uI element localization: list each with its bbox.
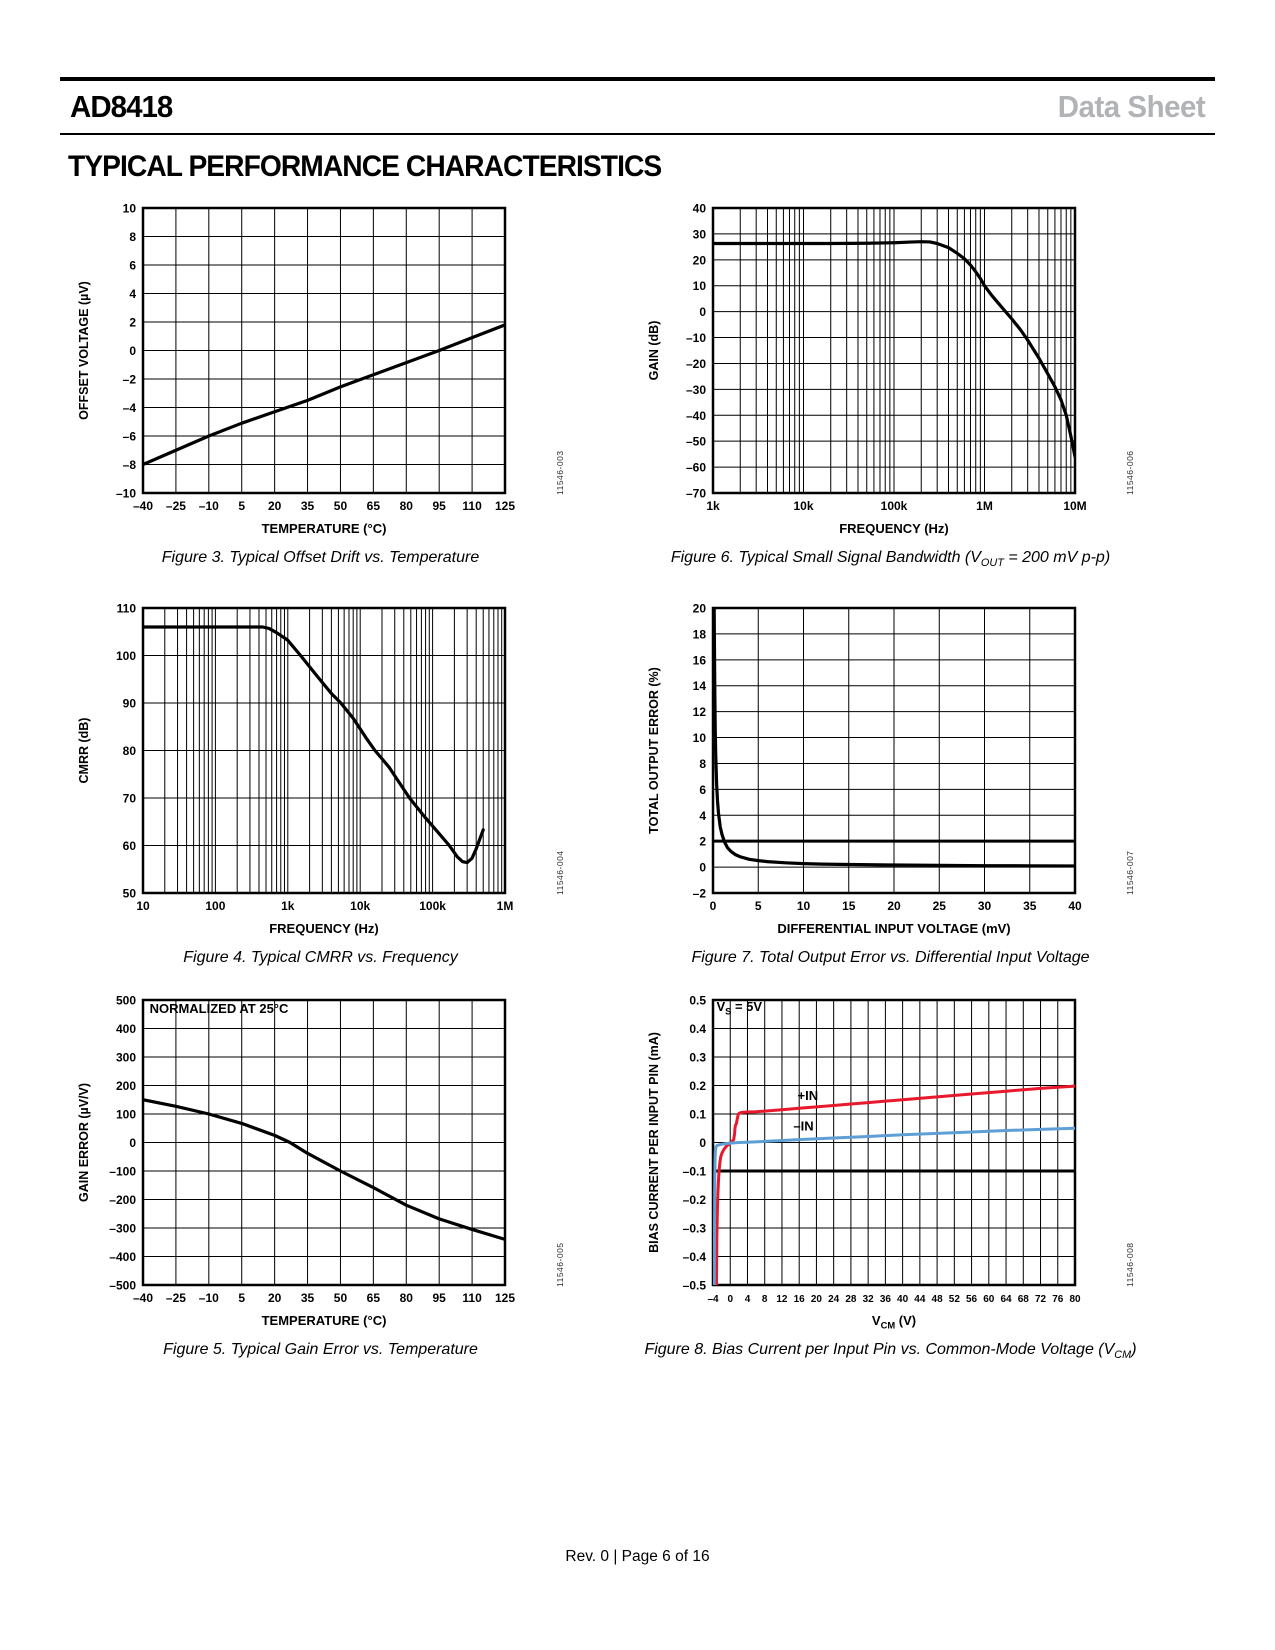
x-tick-label: 10M — [1063, 499, 1087, 513]
y-tick-label: –0.2 — [682, 1193, 706, 1207]
chart-figure-3 — [68, 196, 573, 546]
x-tick-label: 125 — [494, 499, 516, 513]
x-axis-label: DIFFERENTIAL INPUT VOLTAGE (mV) — [777, 921, 1011, 936]
chart-figure-8 — [638, 988, 1143, 1338]
x-tick-label: 76 — [1052, 1294, 1064, 1305]
y-tick-label: 0.5 — [689, 993, 706, 1008]
x-axis-label: FREQUENCY (Hz) — [269, 921, 379, 936]
y-tick-label: –100 — [109, 1164, 136, 1179]
x-tick-label: 50 — [333, 1291, 348, 1305]
x-tick-label: 40 — [897, 1294, 909, 1305]
x-axis-label: TEMPERATURE (°C) — [261, 521, 387, 536]
y-tick-label: 80 — [122, 744, 136, 758]
x-tick-label: 4 — [744, 1294, 751, 1305]
figure-code: 11546-008 — [1125, 1242, 1135, 1287]
figure-5-series-gain-error — [143, 1100, 505, 1240]
y-tick-label: –20 — [685, 356, 706, 371]
y-tick-label: 20 — [692, 253, 706, 268]
y-tick-label: –2 — [122, 372, 136, 387]
caption-figure-3: Figure 3. Typical Offset Drift vs. Temperature — [161, 549, 480, 566]
figure-5-plot — [68, 988, 573, 1338]
x-tick-label: –10 — [198, 499, 219, 513]
figure-code: 11546-003 — [555, 450, 565, 495]
figure-7-series-output-error — [714, 608, 1075, 866]
x-tick-label: 20 — [267, 1291, 282, 1305]
y-tick-label: 200 — [115, 1079, 136, 1093]
x-tick-label: 10k — [793, 499, 814, 513]
y-tick-label: 10 — [692, 279, 706, 294]
y-axis-label: CMRR (dB) — [77, 717, 91, 784]
y-tick-label: 60 — [122, 839, 136, 853]
y-tick-label: 500 — [115, 993, 136, 1008]
x-tick-label: 80 — [399, 1291, 413, 1305]
y-tick-label: 0.1 — [689, 1107, 706, 1122]
figure-code: 11546-006 — [1125, 450, 1135, 495]
page-header — [60, 77, 1215, 135]
x-tick-label: 36 — [879, 1294, 891, 1305]
y-tick-label: 90 — [122, 696, 136, 711]
figure-8-series-plus-in — [716, 1086, 1075, 1285]
y-tick-label: 0.4 — [689, 1022, 706, 1036]
figure-code: 11546-005 — [555, 1242, 565, 1287]
y-axis-label: TOTAL OUTPUT ERROR (%) — [647, 667, 661, 834]
y-tick-label: –70 — [685, 486, 706, 501]
y-tick-label: –40 — [685, 408, 706, 423]
y-tick-label: –0.4 — [682, 1250, 706, 1264]
y-axis-label: GAIN (dB) — [647, 320, 661, 381]
x-tick-label: 48 — [931, 1294, 943, 1305]
x-tick-label: 100k — [880, 499, 908, 513]
chart-figure-4 — [68, 596, 573, 946]
gridlines — [143, 1000, 505, 1285]
y-tick-label: 0.2 — [689, 1079, 706, 1093]
y-tick-label: 2 — [699, 834, 706, 849]
figure-code: 11546-004 — [555, 850, 565, 895]
x-tick-label: 110 — [462, 1291, 482, 1305]
figure-5-block — [68, 988, 573, 1359]
figure-6-plot — [638, 196, 1143, 546]
part-number: AD8418 — [70, 89, 173, 124]
x-tick-label: –25 — [165, 1291, 186, 1305]
x-tick-label: 0 — [709, 899, 717, 913]
x-tick-label: 72 — [1034, 1294, 1047, 1305]
y-tick-label: –0.1 — [682, 1164, 706, 1179]
y-tick-label: 40 — [692, 201, 706, 216]
caption-figure-7: Figure 7. Total Output Error vs. Differential Input Voltage — [691, 949, 1090, 966]
footer-text: Rev. 0 | Page 6 of 16 — [565, 1548, 710, 1565]
annotation: NORMALIZED AT 25°C — [149, 1000, 289, 1016]
x-tick-label: 12 — [776, 1294, 788, 1305]
x-tick-label: 15 — [842, 899, 856, 913]
y-tick-label: 8 — [699, 756, 706, 771]
y-axis-label: OFFSET VOLTAGE (µV) — [77, 281, 91, 420]
y-tick-label: 0 — [699, 305, 706, 320]
y-tick-label: 0 — [129, 1136, 136, 1150]
y-tick-label: –60 — [685, 460, 706, 475]
annotation: –IN — [793, 1118, 814, 1134]
y-tick-label: 300 — [115, 1050, 136, 1065]
y-axis-label: GAIN ERROR (µV/V) — [77, 1082, 91, 1203]
x-tick-label: 5 — [238, 1291, 246, 1305]
x-tick-label: 68 — [1017, 1294, 1029, 1305]
chart-figure-6 — [638, 196, 1143, 546]
figure-7-block — [638, 596, 1143, 967]
y-tick-label: 12 — [692, 705, 706, 720]
y-tick-label: 30 — [692, 227, 706, 242]
x-tick-label: –10 — [198, 1291, 219, 1305]
x-tick-label: 100k — [419, 899, 446, 913]
chart-figure-5 — [68, 988, 573, 1338]
x-tick-label: 80 — [1069, 1294, 1081, 1305]
x-tick-label: 1k — [706, 499, 720, 513]
figure-8-block — [638, 988, 1143, 1361]
annotation: +IN — [797, 1087, 819, 1103]
x-tick-label: 95 — [432, 1291, 446, 1305]
x-axis-label: TEMPERATURE (°C) — [261, 1313, 387, 1328]
y-tick-label: –30 — [685, 382, 706, 397]
figure-code: 11546-007 — [1125, 850, 1135, 895]
x-tick-label: 1M — [496, 899, 514, 913]
caption-figure-5: Figure 5. Typical Gain Error vs. Temperature — [163, 1341, 478, 1358]
y-tick-label: –500 — [109, 1278, 136, 1293]
y-tick-label: 10 — [122, 201, 136, 216]
gridlines — [713, 208, 1075, 493]
y-axis-label: BIAS CURRENT PER INPUT PIN (mA) — [647, 1032, 661, 1253]
x-tick-label: 20 — [810, 1294, 822, 1305]
x-tick-label: 50 — [333, 499, 348, 513]
x-tick-label: –40 — [132, 499, 154, 513]
y-tick-label: 0 — [129, 344, 136, 358]
figure-4-plot — [68, 596, 573, 946]
gridlines — [713, 608, 1075, 893]
x-tick-label: 65 — [366, 1291, 381, 1305]
x-tick-label: 8 — [761, 1294, 768, 1305]
x-tick-label: 16 — [793, 1294, 805, 1305]
y-tick-label: 70 — [122, 791, 136, 806]
x-tick-label: –4 — [707, 1294, 719, 1305]
x-tick-label: 0 — [727, 1294, 734, 1305]
caption-figure-6: Figure 6. Typical Small Signal Bandwidth ($V_{OUT} = 200$ mV p-p) — [670, 549, 1111, 570]
y-tick-label: 18 — [692, 627, 706, 642]
x-tick-label: –25 — [165, 499, 186, 513]
y-tick-label: –50 — [685, 434, 706, 449]
x-tick-label: 65 — [366, 499, 381, 513]
x-tick-label: 35 — [300, 499, 315, 513]
annotation: $V_S = 5V$ — [716, 998, 763, 1017]
x-tick-label: 10 — [796, 899, 811, 913]
y-tick-label: –6 — [122, 429, 136, 444]
y-tick-label: –4 — [122, 401, 136, 415]
figure-3-series-offset-drift — [143, 325, 505, 465]
x-tick-label: 110 — [462, 499, 482, 513]
x-tick-label: 35 — [300, 1291, 315, 1305]
y-tick-label: –0.5 — [682, 1278, 706, 1293]
x-tick-label: –40 — [132, 1291, 154, 1305]
y-tick-label: 6 — [129, 258, 136, 273]
x-tick-label: 40 — [1068, 899, 1082, 913]
x-tick-label: 28 — [845, 1294, 857, 1305]
x-tick-label: 5 — [754, 899, 762, 913]
y-tick-label: 100 — [115, 1107, 136, 1122]
x-tick-label: 25 — [932, 899, 946, 913]
y-tick-label: 10 — [692, 731, 706, 746]
x-tick-label: 60 — [983, 1294, 995, 1305]
x-tick-label: 95 — [432, 499, 446, 513]
x-axis-label: FREQUENCY (Hz) — [839, 521, 949, 536]
y-tick-label: 4 — [129, 287, 136, 301]
y-tick-label: 20 — [692, 601, 706, 616]
doc-type-label: Data Sheet — [1057, 89, 1205, 124]
x-tick-label: 20 — [887, 899, 901, 913]
y-tick-label: 4 — [699, 808, 706, 823]
figure-3-plot — [68, 196, 573, 546]
figure-4-block — [68, 596, 573, 967]
x-tick-label: 24 — [828, 1294, 840, 1305]
y-tick-label: 100 — [115, 649, 136, 663]
x-tick-label: 20 — [267, 499, 282, 513]
figure-8-series-minus-in — [714, 1128, 1075, 1285]
x-tick-label: 44 — [914, 1294, 926, 1305]
y-tick-label: –400 — [109, 1250, 136, 1264]
y-tick-label: –200 — [109, 1193, 136, 1207]
x-tick-label: 32 — [862, 1294, 874, 1305]
x-tick-label: 52 — [948, 1294, 960, 1305]
figure-3-block — [68, 196, 573, 567]
page-footer — [0, 1548, 1275, 1566]
y-tick-label: –8 — [122, 458, 136, 472]
x-tick-label: 80 — [399, 499, 413, 513]
caption-figure-4: Figure 4. Typical CMRR vs. Frequency — [183, 949, 458, 966]
chart-figure-7 — [638, 596, 1143, 946]
y-tick-label: –0.3 — [682, 1221, 706, 1236]
y-tick-label: 400 — [115, 1022, 136, 1036]
gridlines — [143, 208, 505, 493]
x-tick-label: 100 — [205, 899, 226, 913]
caption-figure-8: Figure 8. Bias Current per Input Pin vs. Common-Mode Voltage $(V_{CM})$ — [644, 1341, 1137, 1362]
y-tick-label: 50 — [122, 886, 136, 901]
y-tick-label: –10 — [115, 486, 136, 501]
x-tick-label: 56 — [966, 1294, 978, 1305]
y-tick-label: 0 — [699, 1136, 706, 1150]
figure-7-plot — [638, 596, 1143, 946]
figure-8-plot — [638, 988, 1143, 1338]
x-tick-label: 10k — [350, 899, 371, 913]
y-tick-label: 16 — [692, 653, 706, 668]
y-tick-label: 110 — [116, 601, 136, 616]
x-tick-label: 35 — [1023, 899, 1037, 913]
x-tick-label: 5 — [238, 499, 246, 513]
x-tick-label: 30 — [977, 899, 992, 913]
y-tick-label: –10 — [685, 331, 706, 346]
y-tick-label: 2 — [129, 315, 136, 330]
y-tick-label: 8 — [129, 230, 136, 244]
x-tick-label: 125 — [494, 1291, 516, 1305]
x-tick-label: 64 — [1000, 1294, 1012, 1305]
x-tick-label: 10 — [136, 899, 150, 913]
page-title: TYPICAL PERFORMANCE CHARACTERISTICS — [68, 150, 662, 183]
figure-6-block — [638, 196, 1143, 569]
x-tick-label: 1M — [976, 499, 993, 513]
x-axis-label: $V_{CM}$ (V) — [871, 1313, 917, 1331]
y-tick-label: 14 — [692, 679, 706, 694]
y-tick-label: 0.3 — [689, 1050, 706, 1065]
y-tick-label: 0 — [699, 860, 706, 875]
y-tick-label: –300 — [109, 1221, 136, 1236]
y-tick-label: –2 — [692, 886, 706, 901]
x-tick-label: 1k — [281, 899, 295, 913]
y-tick-label: 6 — [699, 782, 706, 797]
